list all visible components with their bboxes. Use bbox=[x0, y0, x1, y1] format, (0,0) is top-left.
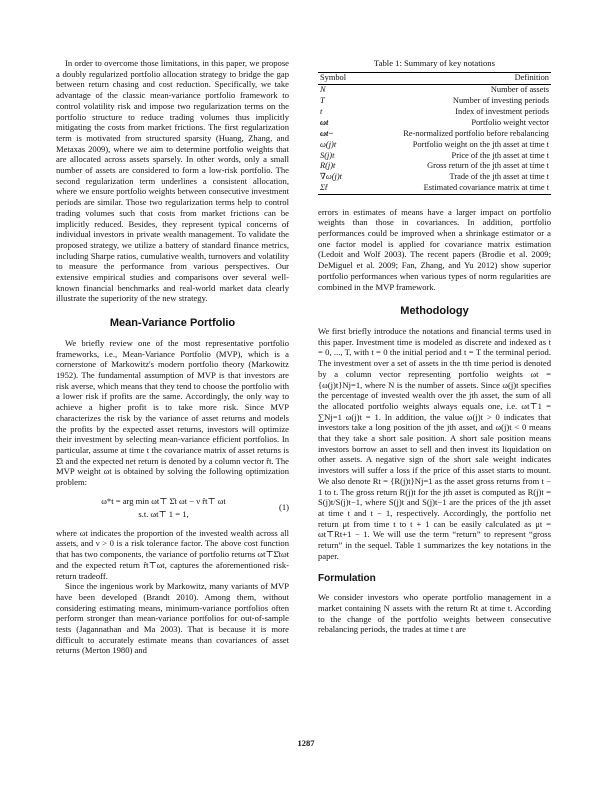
symbol-cell: ω(j)t bbox=[320, 139, 337, 149]
section-heading-methodology: Methodology bbox=[400, 305, 469, 318]
header-symbol: Symbol bbox=[320, 73, 347, 83]
table-row bbox=[318, 139, 551, 150]
mvp-paragraph-2: where ωt indicates the proportion of the invested wealth across all assets, and ν > 0 is a risk tolerance factor. The above cost function that has two components, the variance of portfolio returns ωt⊤Σ̂tωt and the expected return r̂t⊤ωt, captures the aforementioned risk-return tradeoff. bbox=[56, 527, 289, 581]
equation-1-line-2: s.t. ωt⊤ 1 = 1, bbox=[138, 508, 189, 519]
symbol-cell: ωt bbox=[320, 117, 329, 127]
definition-cell: Number of assets bbox=[490, 85, 549, 95]
definition-cell: Estimated covariance matrix at time t bbox=[423, 183, 549, 193]
definition-cell: Gross return of the jth asset at time t bbox=[427, 161, 549, 171]
symbol-cell: ∇ω(j)t bbox=[320, 172, 342, 182]
definition-cell: Portfolio weight on the jth asset at time t bbox=[412, 139, 549, 149]
table-caption: Table 1: Summary of key notations bbox=[374, 58, 495, 68]
symbol-cell: ωt− bbox=[320, 128, 334, 138]
left-column bbox=[56, 58, 289, 656]
equation-1-line-1: ω*t = arg min ωt⊤ Σ̂t ωt − ν r̂t⊤ ωt bbox=[101, 495, 226, 506]
section-heading-mvp: Mean-Variance Portfolio bbox=[109, 317, 236, 330]
symbol-cell: T bbox=[320, 96, 325, 106]
intro-paragraph: In order to overcome those limitations, in this paper, we propose a doubly regularized portfolio allocation strategy to bridge the gap between return chasing and cost reduction. Specifically, we take advantage of the classic mean-variance portfolio framework to control volatility risk and impose two regularization terms on the portfolio structure to reduce trading volumes thus implicitly mitigating the costs from market frictions. The first regularization term is motivated from structured sparsity (Huang, Zhang, and Metaxas 2009), where we aim to determine portfolio weights that are allocated across assets sparsely. In other words, only a small number of assets are considered to form a low-risk portfolio. The second regularization term underlines a consistent allocation, where we ensure portfolio weights between consecutive investment periods are similar. Those two regularization terms help to control trading volumes such that costs from market frictions can be implicitly reduced. Besides, they represent typical concerns of individual investors in private wealth management. To validate the proposed strategy, we utilize a battery of standard finance metrics, including Sharpe ratios, cumulative wealth, turnovers and volatility to measure the performance from various perspectives. Our extensive empirical studies and comparisons over several well-known financial benchmarks and real-world market data clearly illustrate the superiority of the new strategy. bbox=[56, 58, 289, 304]
methodology-paragraph: We first briefly introduce the notations and financial terms used in this paper. Investment time is modeled as discrete and indexed as t = 0, ..., T, with t = 0 the initial period and t = T the terminal period. The investment over a set of assets in the tth time period is denoted by a column vector representing portfolio weights ωt = {ω(j)t}Nj=1, where N is the number of assets. Since ω(j)t specifies the percentage of invested wealth over the jth asset, the sum of all the allocated portfolio weights always equals one, i.e. ωt⊤1 = ∑Nj=1 ω(j)t = 1. In addition, the value ω(j)t > 0 indicates that investors take a long position of the jth asset, and ω(j)t < 0 means that they take a short sale position. A short sale position means investors borrow an asset to sell and then invest its liquidation on other assets. A negative sign of the short sale weight indicates investors will suffer a loss if the price of this asset starts to mount. We also denote Rt = {R(j)t}Nj=1 as the asset gross returns from t − 1 to t. The gross return R(j)t for the jth asset is computed as R(j)t = S(j)t/S(j)t−1, where S(j)t and S(j)t−1 are the prices of the jth asset at time t and t − 1, respectively. Accordingly, the portfolio net return μt from time t to t + 1 can be easily calculated as μt = ωt⊤Rt+1 − 1. We will use the term “return” to represent “gross return” in the sequel. Table 1 summarizes the key notations in the paper. bbox=[318, 326, 551, 561]
header-definition: Definition bbox=[514, 73, 549, 83]
symbol-cell: R(j)t bbox=[320, 161, 336, 171]
right-column bbox=[318, 58, 551, 635]
equation-1 bbox=[56, 495, 289, 521]
symbol-cell: S(j)t bbox=[320, 150, 335, 160]
table-row bbox=[318, 183, 551, 194]
symbol-cell: t bbox=[320, 106, 323, 116]
mvp-paragraph-1: We briefly review one of the most representative portfolio frameworks, i.e., Mean-Variance Portfolio (MVP), which is a cornerstone of Markowitz's modern portfolio theory (Markowitz 1952). The fundamental assumption of MVP is that investors are risk averse, which means that they tend to choose the portfolio with a lower risk if profits are the same. Accordingly, the only way to achieve a higher profit is to take more risk. Since MVP characterizes the risk by the variance of asset returns and models the profits by the expected asset returns, investors will optimize their investment by selecting mean-variance efficient portfolios. In particular, assume at time t the covariance matrix of asset returns is Σ̂t and the expected net return is denoted by a column vector r̂t. The MVP weight ωt is obtained by solving the following optimization problem: bbox=[56, 337, 289, 488]
table-row bbox=[318, 106, 551, 117]
symbol-cell: Σ̂t bbox=[320, 183, 328, 193]
page-number: 1287 bbox=[297, 738, 315, 748]
formulation-paragraph: We consider investors who operate portfolio management in a market containing N assets with the return Rt at time t. According to the change of the portfolio weights between consecutive rebalancing periods, the trades at time t are bbox=[318, 592, 551, 635]
table-row bbox=[318, 84, 551, 95]
table-row bbox=[318, 128, 551, 139]
mvp-paragraph-3: Since the ingenious work by Markowitz, many variants of MVP have been developed (Brandt 2010). Among them, without considering estimating means, minimum-variance portfolios often perform stronger than mean-variance portfolios for out-of-sample tests (Jagannathan and Ma 2003). That is because it is more difficult to accurately estimate means than covariances of asset returns (Merton 1980) and bbox=[56, 581, 289, 656]
definition-cell: Trade of the jth asset at time t bbox=[449, 172, 549, 182]
table-row bbox=[318, 161, 551, 172]
table-header-row bbox=[318, 72, 551, 84]
symbol-cell: N bbox=[320, 85, 326, 95]
definition-cell: Re-normalized portfolio before rebalancing bbox=[403, 128, 549, 138]
equation-1-number: (1) bbox=[278, 502, 289, 513]
definition-cell: Index of investment periods bbox=[455, 106, 549, 116]
table-row bbox=[318, 172, 551, 183]
subsection-heading-formulation: Formulation bbox=[318, 573, 376, 585]
definition-cell: Portfolio weight vector bbox=[471, 117, 549, 127]
table-row bbox=[318, 96, 551, 107]
table-row bbox=[318, 150, 551, 161]
notation-table bbox=[318, 72, 551, 195]
definition-cell: Number of investing periods bbox=[452, 96, 549, 106]
table-row bbox=[318, 117, 551, 128]
continued-paragraph: errors in estimates of means have a larger impact on portfolio weights than those in covariances. In addition, portfolio performances could be improved when a shrinkage estimator or a one factor model is applied for covariance matrix estimation (Ledoit and Wolf 2003). The recent papers (Brodie et al. 2009; DeMiguel et al. 2009; Fan, Zhang, and Yu 2012) show superior portfolio performances when various types of norm regularities are combined in the MVP framework. bbox=[318, 206, 551, 292]
definition-cell: Price of the jth asset at time t bbox=[451, 150, 549, 160]
